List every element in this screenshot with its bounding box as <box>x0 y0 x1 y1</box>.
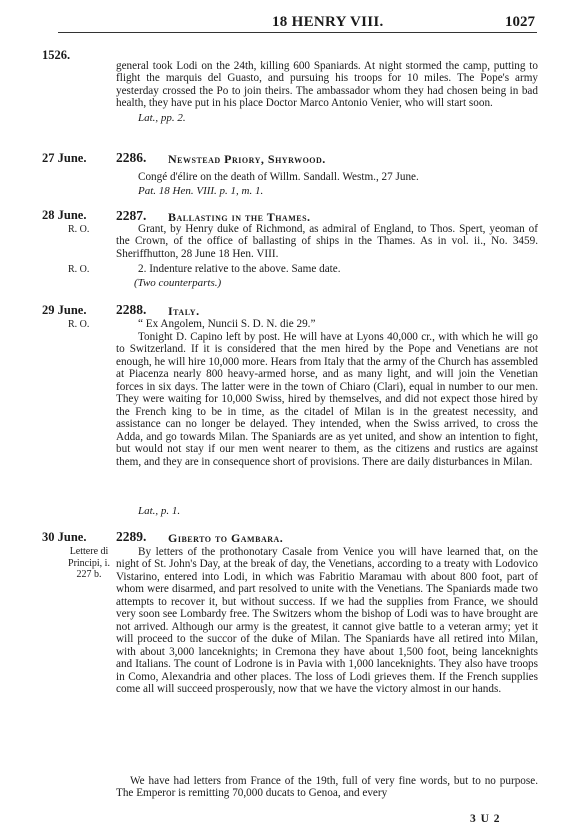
entry-text-2288-body: Tonight D. Capino left by post. He will have at Lyons 40,000 cr., with which he will go to Switzerland. If it is considered that the men hired by the Pope and Venetians are not enough, he will hire 10,000 more. Hears from Italy that the army of the Church has assembled at Piacenza nearly 800 heavy-armed horse, and as many light, and will join the Venetian forces in six days. The latter were in the town of Chiaro (Clari), equal in number to our men. They were waiting for 10,000 Swiss, hired by themselves, and did not expect those hired by the French king to be in time, as the citadel of Milan is in the greatest necessity, and assistance can no longer be delayed. They intended, when the Swiss arrived, to cross the Adda, and go towards Milan. The Spaniards are as yet united, and show an intention to fight, but would not stay if our men went nearer to them, as the citizens and rustics are against them, and they are in consequence short of provisions. There are daily disturbances in Milan. <box>116 331 538 468</box>
entry-number-2287: 2287. <box>116 208 147 223</box>
entry-source-2288: Lat., p. 1. <box>138 505 181 517</box>
entry-number-2288: 2288. <box>116 302 147 317</box>
page-number: 1027 <box>505 14 535 30</box>
continuation-source: Lat., pp. 2. <box>138 112 186 124</box>
entry-text-2289-body: By letters of the prothonotary Casale from Venice you will have learned that, on the night of St. John's Day, at the break of day, the Venetians, according to a treaty with Lodovico Vistarino, entered into Lodi, in which was Fabritio Maramau with about 800 foot, part of whom were disarmed, and part resolved to unite with the Venetians. The Spaniards made two attempts to recover it, but without success. If we had the supplies from France, we should very soon see Lombardy free. The Switzers whom the bishop of Lodi was to have brought are not arrived. Although our army is the greatest, it cannot give battle to a veteran army; yet it will proceed to the succor of the duke of Milan. The Spaniards have all retired into Milan, with about 3,000 lanceknights; in Cremona they have about 1,500 foot, being lanceknights and Italians. The count of Lodrone is in Pavia with 1,000 lanceknights. They also have troops in Como, Alexandria and other places. The loss of Lodi grieves them. If the French supplies come all will succeed prosperously, now that we have the victory almost in our hands. <box>116 546 538 695</box>
margin-date-2289: 30 June. <box>42 530 87 544</box>
entry-text-2289-2-body: We have had letters from France of the 19th, full of very fine words, but to no purpose. The Emperor is remitting 70,000 ducats to Genoa, and every <box>116 775 538 800</box>
entry-title-2287: Ballasting in the Thames. <box>168 210 311 224</box>
entry-title-2288: Italy. <box>168 304 200 318</box>
header-rule <box>58 32 537 33</box>
running-title: 18 HENRY VIII. <box>272 14 384 30</box>
continuation-text: general took Lodi on the 24th, killing 600 Spaniards. At night stormed the camp, putting to flight the marquis del Guasto, and pursuing his troops for 10 miles. The Pope's army yesterday crossed the Po to join theirs. The ambassador whom they had chosen being in bad health, they have put in his place Doctor Marco Antonio Venier, who will start soon. <box>116 60 538 110</box>
entry-title-2289: Giberto to Gambara. <box>168 531 284 545</box>
margin-date-2287: 28 June. <box>42 208 87 222</box>
entry-text-2287-2-body: 2. Indenture relative to the above. Same date. <box>138 263 341 275</box>
entry-heading-2288: “ Ex Angolem, Nuncii S. D. N. die 29.” <box>138 318 316 330</box>
entry-note-2287: (Two counterparts.) <box>134 277 222 289</box>
entry-text-2286: Congé d'élire on the death of Willm. Sandall. Westm., 27 June. <box>138 171 419 183</box>
margin-ref-2289: Lettere di Principi, i. 227 b. <box>68 546 110 580</box>
entry-number-2289: 2289. <box>116 529 147 544</box>
margin-ref-2288: R. O. <box>68 319 90 330</box>
entry-text-2289 <box>116 546 538 695</box>
entry-text-2288 <box>116 331 538 468</box>
margin-ref-2287: R. O. <box>68 224 90 235</box>
entry-text-2287-body: Grant, by Henry duke of Richmond, as admiral of England, to Thos. Spert, yeoman of the Crown, of the office of ballasting of ships in the Thames. As in vol. ii., No. 3459. Sheriffhutton, 28 June 18 Hen. VIII. <box>116 223 538 260</box>
entry-title-2286: Newstead Priory, Shyrwood. <box>168 152 326 166</box>
margin-ref-2287-2: R. O. <box>68 264 90 275</box>
entry-source-2286: Pat. 18 Hen. VIII. p. 1, m. 1. <box>138 185 264 197</box>
margin-date-2288: 29 June. <box>42 303 87 317</box>
margin-year: 1526. <box>42 48 71 62</box>
entry-text-2287-2 <box>116 263 538 275</box>
signature-mark: 3 U 2 <box>470 813 501 825</box>
entry-text-2289-2 <box>116 775 538 800</box>
entry-number-2286: 2286. <box>116 150 147 165</box>
margin-date-2286: 27 June. <box>42 151 87 165</box>
entry-text-2287 <box>116 223 538 260</box>
